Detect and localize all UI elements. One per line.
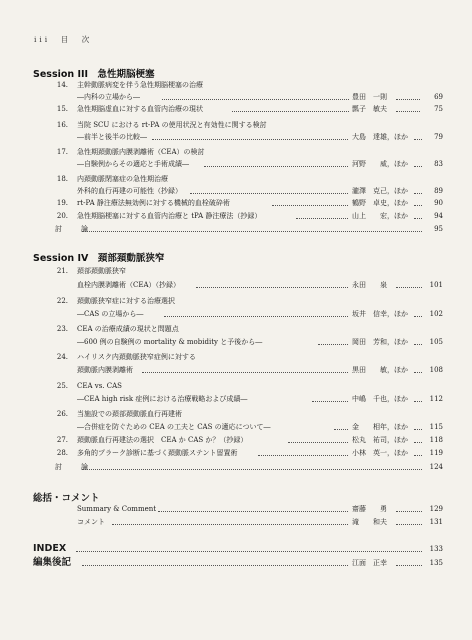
entry-number: 25. (56, 382, 68, 390)
toc-entry (0, 381, 472, 392)
session-3-title: Session III 急性期脳梗塞 (33, 69, 155, 80)
dot-leader (82, 469, 422, 470)
entry-number: 17. (56, 148, 68, 156)
dot-leader (112, 524, 348, 525)
dot-leader (152, 139, 348, 140)
dot-leader (396, 99, 420, 100)
entry-page: 133 (429, 545, 443, 553)
toc-entry-line (0, 159, 472, 170)
toc-entry (0, 517, 472, 528)
entry-author: 滝 和夫 (352, 518, 387, 526)
entry-page: 79 (434, 133, 443, 141)
entry-number: 15. (56, 105, 68, 113)
entry-title: Summary & Comment (77, 505, 157, 513)
entry-title: 急性期脳虚血に対する血管内治療の現状 (77, 105, 203, 113)
entry-author: 鶴野 卓史，ほか (352, 199, 408, 207)
entry-author: 坂井 信幸，ほか (352, 310, 408, 318)
dot-leader (334, 429, 348, 430)
toc-entry (0, 409, 472, 420)
dot-leader (204, 166, 348, 167)
entry-page: 90 (434, 199, 443, 207)
dot-leader (396, 565, 422, 566)
entry-page: 135 (429, 559, 443, 567)
dot-leader (272, 205, 348, 206)
entry-page: 102 (429, 310, 443, 318)
entry-number: 24. (56, 353, 68, 361)
discussion-entry (0, 462, 472, 473)
dot-leader (396, 111, 420, 112)
dot-leader (318, 344, 348, 345)
entry-subtitle: ―合併症を防ぐための CEA の工夫と CAS の適応について― (77, 423, 271, 431)
entry-author: 河野 威，ほか (352, 160, 408, 168)
entry-author: 齋藤 勇 (352, 505, 387, 513)
entry-author: 小林 英一，ほか (352, 449, 408, 457)
entry-author: 岡田 芳和，ほか (352, 338, 408, 346)
page-header: iii 目 次 (34, 35, 93, 44)
entry-number: 18. (56, 175, 68, 183)
toc-entry (0, 120, 472, 131)
entry-number: 20. (56, 212, 68, 220)
toc-entry-line (0, 309, 472, 320)
entry-subtitle: 血栓内膜剥離術（CEA）（抄録） (77, 281, 181, 289)
toc-entry-line (0, 280, 472, 291)
dot-leader (396, 511, 422, 512)
entry-page: 124 (429, 463, 443, 471)
entry-subtitle: 外科的血行再建の可能性（抄録） (77, 187, 182, 195)
entry-title: ハイリスク内頚動脈狭窄症例に対する (77, 353, 196, 361)
entry-author: 金 相年，ほか (352, 423, 408, 431)
entry-number: 16. (56, 121, 68, 129)
toc-entry-line (0, 422, 472, 433)
dot-leader (232, 111, 349, 112)
entry-author: 松丸 祐司，ほか (352, 436, 408, 444)
entry-subtitle: ―600 例の自験例の mortality & mobidity と予後から― (77, 338, 263, 346)
entry-title: 内頚動脈閉塞症の急性期治療 (77, 175, 168, 183)
entry-number: 21. (56, 267, 68, 275)
entry-page: 75 (434, 105, 443, 113)
entry-title: 当施設での頚部頚動脈血行再建術 (77, 410, 182, 418)
toc-entry (0, 266, 472, 277)
entry-subtitle: ―内科の立場から― (77, 93, 140, 101)
toc-entry (0, 174, 472, 185)
dot-leader (164, 316, 348, 317)
entry-subtitle: ―CAS の立場から― (77, 310, 144, 318)
dot-leader (396, 524, 422, 525)
entry-page: 95 (434, 225, 443, 233)
toc-entry (0, 324, 472, 335)
entry-page: 129 (429, 505, 443, 513)
dot-leader (258, 455, 348, 456)
toc-entry (0, 104, 472, 115)
toc-entry (0, 435, 472, 446)
toc-entry-line (0, 365, 472, 376)
entry-author: 黒田 敏，ほか (352, 366, 408, 374)
toc-entry (0, 352, 472, 363)
summary-title: 総括・コメント (33, 493, 100, 504)
toc-entry (0, 198, 472, 209)
entry-author: 瀧澤 克己，ほか (352, 187, 408, 195)
toc-entry (0, 147, 472, 158)
entry-title: rt-PA 静注療法無効例に対する機械的血栓破砕術 (77, 199, 230, 207)
entry-author: 中嶋 千也，ほか (352, 395, 408, 403)
entry-title: CEA の治療成績の現状と問題点 (77, 325, 179, 333)
toc-entry (0, 504, 472, 515)
entry-subtitle: 頚動脈内膜剥離術 (77, 366, 133, 374)
toc-entry (0, 211, 472, 222)
entry-author: 瓢子 敏夫 (352, 105, 387, 113)
dot-leader (396, 287, 422, 288)
toc-entry-line (0, 337, 472, 348)
toc-entry-line (0, 132, 472, 143)
entry-page: 105 (429, 338, 443, 346)
dot-leader (196, 287, 348, 288)
entry-number: 14. (56, 81, 68, 89)
entry-author: 豊田 一則 (352, 93, 387, 101)
discussion-label: 討 論 (55, 463, 94, 471)
entry-title: 急性期脳梗塞に対する血管内治療と tPA 静注療法（抄録） (77, 212, 262, 220)
entry-page: 69 (434, 93, 443, 101)
entry-page: 131 (429, 518, 443, 526)
dot-leader (82, 565, 348, 566)
entry-title: 主幹動脈病変を伴う急性期脳梗塞の治療 (77, 81, 203, 89)
dot-leader (142, 372, 348, 373)
entry-author: 江面 正幸 (352, 559, 387, 567)
entry-title: 頚部頚動脈狭窄 (77, 267, 126, 275)
dot-leader (190, 193, 348, 194)
dot-leader (76, 551, 422, 552)
dot-leader (82, 231, 422, 232)
entry-page: 89 (434, 187, 443, 195)
entry-page: 118 (429, 436, 443, 444)
toc-entry (0, 296, 472, 307)
dot-leader (296, 218, 348, 219)
entry-number: 27. (56, 436, 68, 444)
entry-subtitle: ―前半と後半の比較― (77, 133, 147, 141)
entry-title: 頚動脈狭窄症に対する治療選択 (77, 297, 175, 305)
entry-title: 頚動脈血行再建法の選択 CEA か CAS か？（抄録） (77, 436, 248, 444)
entry-page: 94 (434, 212, 443, 220)
dot-leader (312, 401, 348, 402)
dot-leader (288, 442, 348, 443)
entry-number: 26. (56, 410, 68, 418)
index-entry (0, 544, 472, 555)
toc-entry-line (0, 394, 472, 405)
session-4-title: Session IV 頚部頚動脈狭窄 (33, 253, 165, 264)
dot-leader (158, 511, 348, 512)
entry-title: 当院 SCU における rt-PA の使用状況と有効性に関する検討 (77, 121, 267, 129)
entry-author: 山上 宏，ほか (352, 212, 408, 220)
entry-title: 多角的プラーク診断に基づく頚動脈ステント留置術 (77, 449, 238, 457)
entry-page: 101 (429, 281, 443, 289)
index-label: INDEX (33, 543, 67, 554)
postscript-label: 編集後記 (33, 557, 72, 568)
dot-leader (162, 99, 349, 100)
entry-number: 28. (56, 449, 68, 457)
toc-entry-line (0, 92, 472, 103)
toc-entry (0, 448, 472, 459)
entry-number: 23. (56, 325, 68, 333)
entry-subtitle: ―CEA high risk 症例における治療戦略および成績― (77, 395, 248, 403)
entry-title: コメント (77, 518, 105, 526)
discussion-label: 討 論 (55, 225, 94, 233)
entry-number: 22. (56, 297, 68, 305)
entry-number: 19. (56, 199, 68, 207)
entry-author: 永田 泉 (352, 281, 387, 289)
toc-entry-line (0, 186, 472, 197)
postscript-entry (0, 558, 472, 569)
entry-title: CEA vs. CAS (77, 382, 122, 390)
entry-page: 83 (434, 160, 443, 168)
discussion-entry (0, 224, 472, 235)
entry-title: 急性期頚動脈内膜剥離術（CEA）の検討 (77, 148, 205, 156)
entry-page: 112 (429, 395, 443, 403)
entry-page: 119 (429, 449, 443, 457)
entry-page: 108 (429, 366, 443, 374)
entry-author: 大島 達雄，ほか (352, 133, 408, 141)
entry-page: 115 (429, 423, 443, 431)
toc-entry (0, 80, 472, 91)
entry-subtitle: ―自験例からその適応と手術成績― (77, 160, 189, 168)
